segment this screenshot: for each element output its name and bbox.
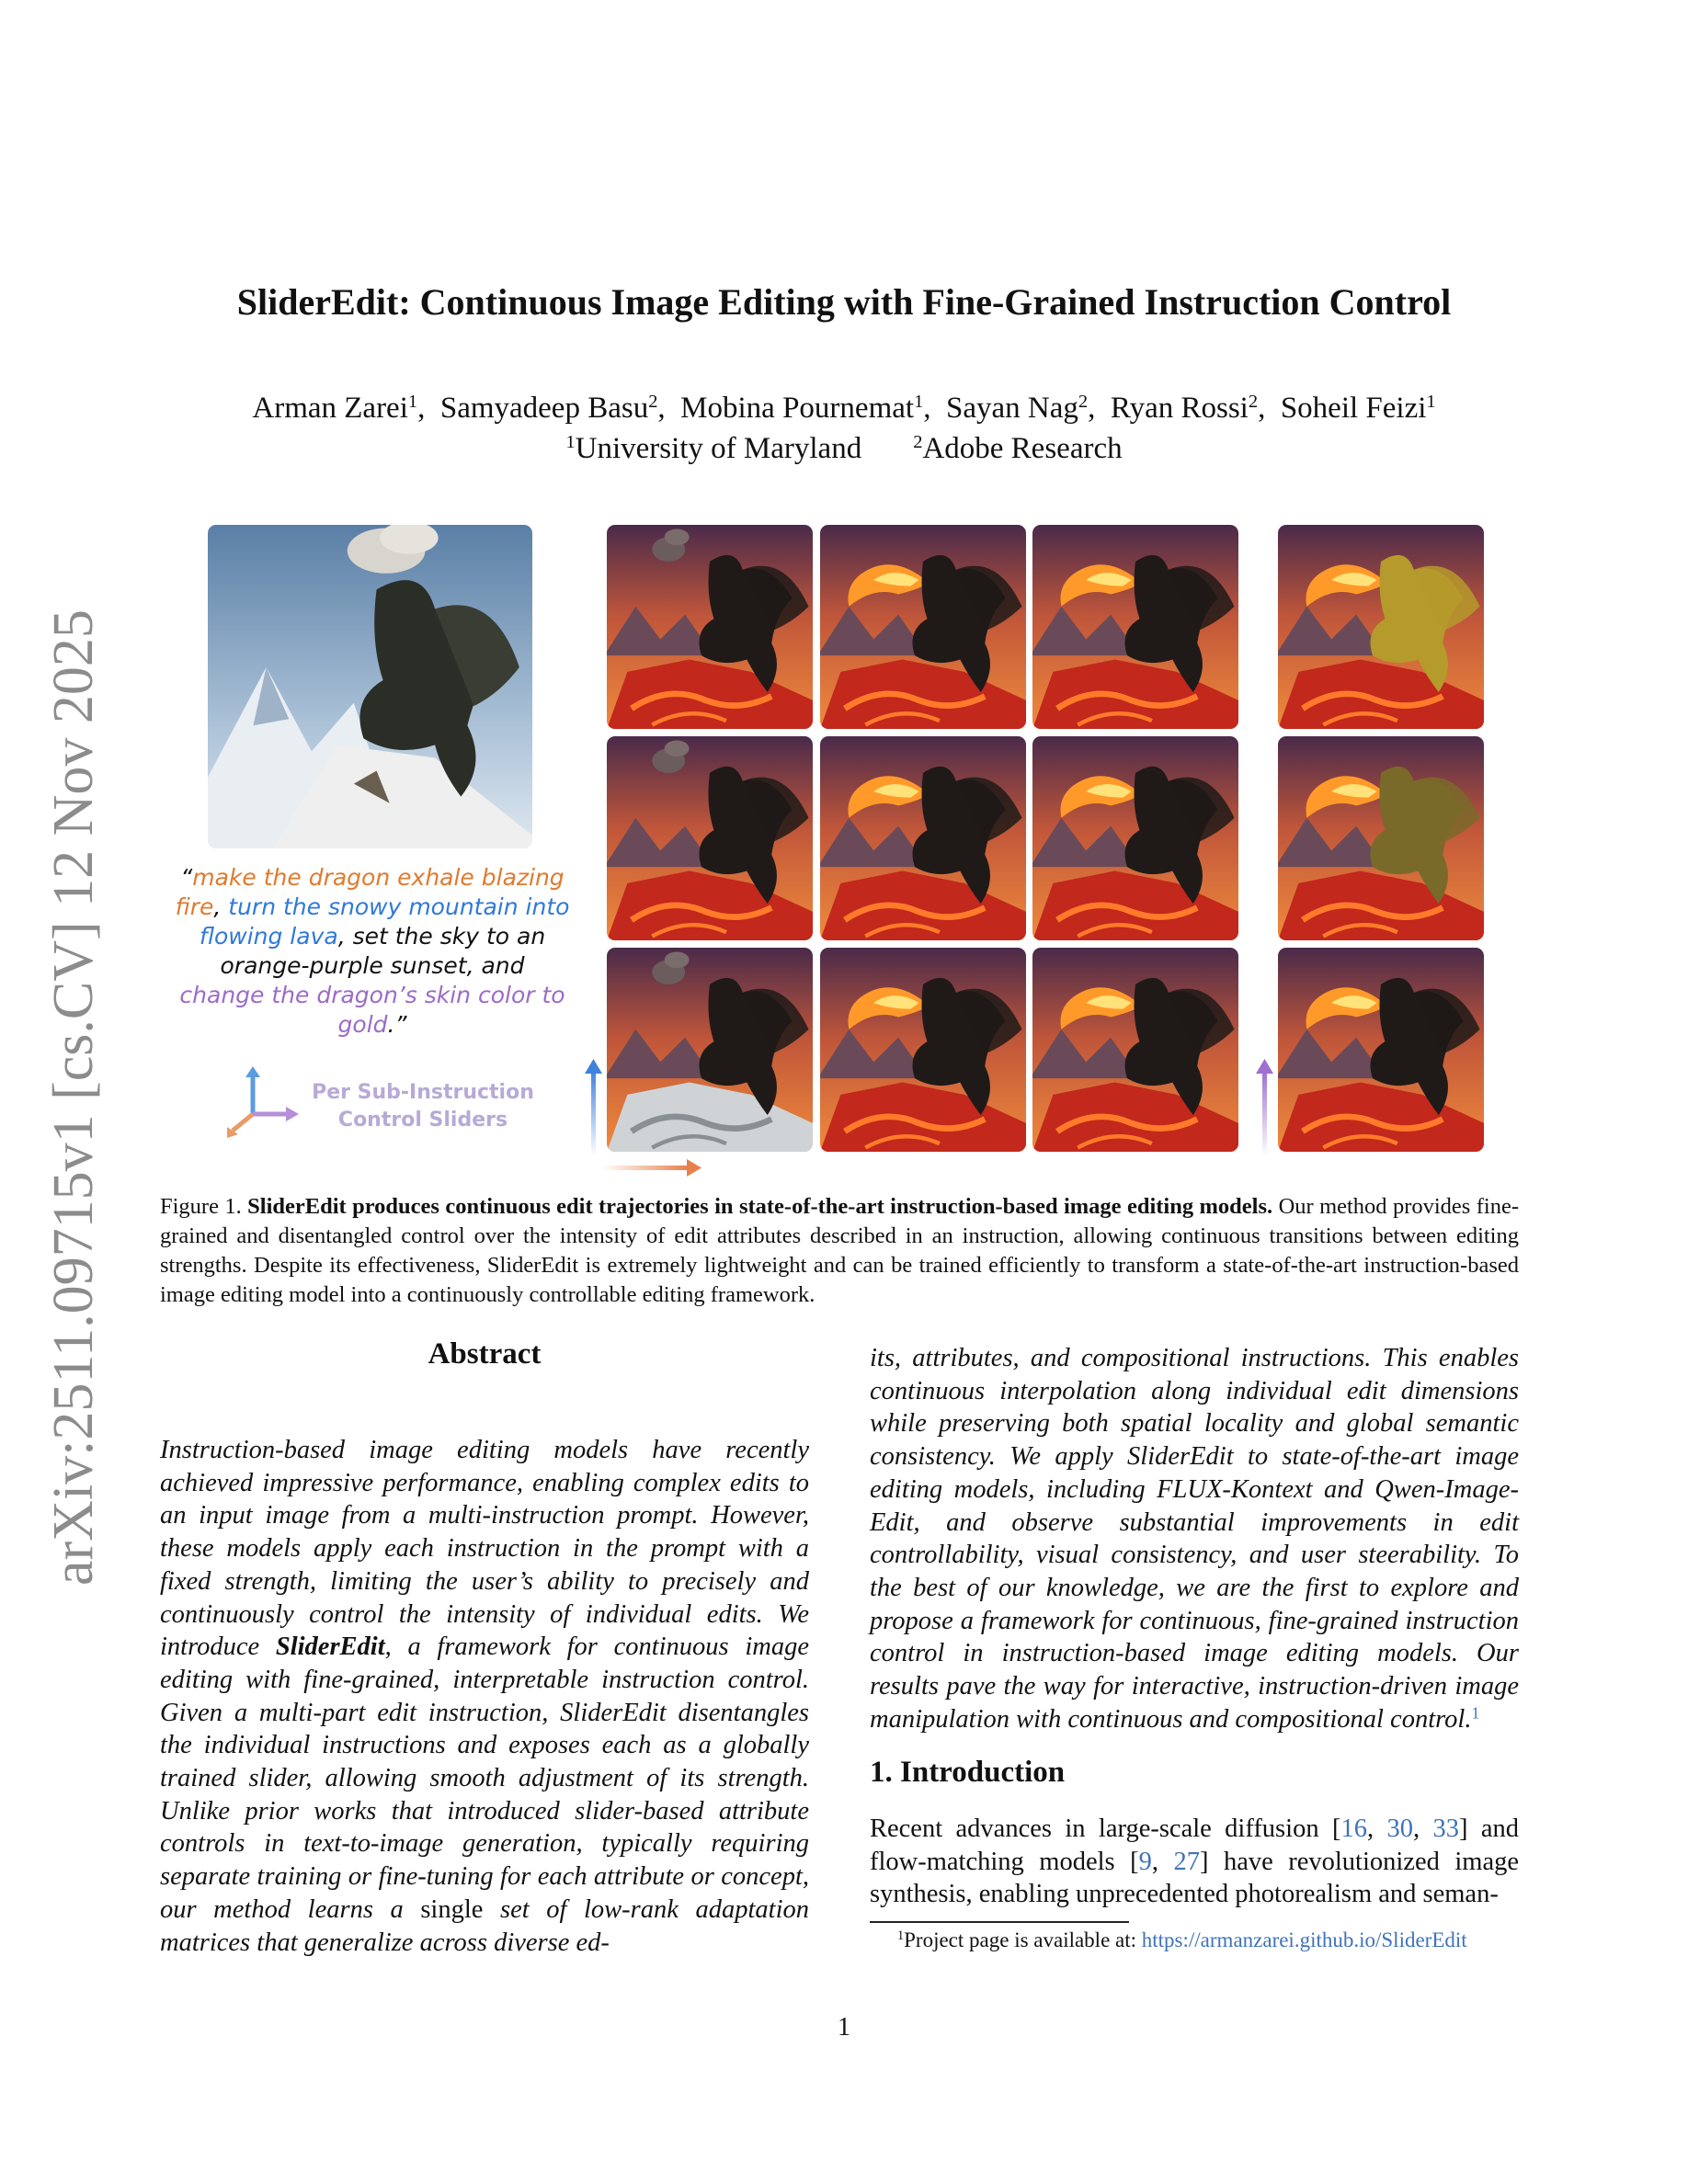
introduction-text: Recent advances in large-scale diffusion [16, 30, 33] and flow-matching models [9, 27] have revolutionized image synthesis, enabling unprecedented photorealism and seman- <box>870 1814 1520 1909</box>
edited-dragon-image <box>1278 525 1484 729</box>
figure-caption: Figure 1. SliderEdit produces continuous edit trajectories in state-of-the-art instruction-based image editing models. Our method provides fine-grained and disentangled control over the intensity of edit attributes described in an instruction, allowing continuous transitions between editing strengths. Despite its effectiveness, SliderEdit is extremely lightweight and can be trained efficiently to transform a state-of-the-art instruction-based image editing model into a continuously controllable editing framework. <box>160 1194 1519 1307</box>
edited-dragon-image <box>1278 736 1484 940</box>
author: Arman Zarei$^1$ <box>252 391 418 425</box>
project-page-link[interactable]: https://armanzarei.github.io/SliderEdit <box>1141 1928 1467 1951</box>
horizontal-slider-arrow-orange <box>602 1156 703 1178</box>
edited-dragon-image <box>607 525 813 729</box>
citation-link[interactable]: 16 <box>1340 1814 1367 1843</box>
page-number: 1 <box>838 2013 850 2042</box>
abstract-heading: Abstract <box>428 1337 542 1371</box>
slider-label: Per Sub-Instruction Control Sliders <box>312 1081 534 1132</box>
author: Sayan Nag$^2$ <box>946 391 1089 425</box>
edited-dragon-image <box>820 736 1026 940</box>
affiliations <box>0 432 1688 466</box>
arxiv-stamp <box>18 602 120 1586</box>
citation-link[interactable]: 30 <box>1386 1814 1413 1843</box>
affiliation: $^2$Adobe Research <box>913 431 1123 465</box>
footnote-ref[interactable]: 1 <box>1471 1703 1480 1723</box>
abstract-text-left: Instruction-based image editing models have recently achieved impressive performance, enabling complex edits to an input image from a multi-instruction prompt. However, these models apply each instruction in the prompt with a fixed strength, limiting the user’s ability to precisely and continuously control the intensity of individual edits. We introduce SliderEdit, a framework for continuous image editing with fine-grained, interpretable instruction control. Given a multi-part edit instruction, SliderEdit disentangles the individual instructions and exposes each as a globally trained slider, allowing smooth adjustment of its strength. Unlike prior works that introduced slider-based attribute controls in text-to-image generation, typically requiring separate training or fine-tuning for each attribute or concept, our method learns a single set of low-rank adaptation matrices that generalize across diverse ed- <box>160 1436 809 1957</box>
author: Ryan Rossi$^2$ <box>1110 391 1259 425</box>
author: Samyadeep Basu$^2$ <box>439 391 658 425</box>
author-list: Arman Zarei$^1$, Samyadeep Basu$^2$, Mobina Pournemat$^1$, Sayan Nag$^2$, Ryan Rossi$^2$, Soheil Feizi$^1$ <box>252 391 1436 425</box>
author: Mobina Pournemat$^1$ <box>680 391 924 425</box>
edited-dragon-image <box>820 525 1026 729</box>
input-dragon-image <box>208 525 532 848</box>
edited-dragon-image <box>607 948 813 1152</box>
abstract-text-right: its, attributes, and compositional instructions. This enables continuous interpolation along individual edit dimensions while preserving both spatial locality and global semantic consistency. We apply SliderEdit to state-of-the-art image editing models, including FLUX-Kontext and Qwen-Image-Edit, and observe substantial improvements in edit controllability, visual consistency, and user steerability. To the best of our knowledge, we are the first to explore and propose a framework for continuous, fine-grained instruction control in instruction-based image editing models. Our results pave the way for interactive, instruction-driven image manipulation with continuous and compositional control.$^1$ <box>870 1344 1519 1734</box>
edited-dragon-image <box>820 948 1026 1152</box>
citation-link[interactable]: 33 <box>1432 1814 1459 1843</box>
paper-title: SliderEdit: Continuous Image Editing with Fine-Grained Instruction Control <box>236 281 1452 323</box>
prompt-gold: change the dragon’s skin color to gold <box>179 982 565 1038</box>
section-heading-introduction: 1. Introduction <box>870 1756 1066 1789</box>
affiliation: $^1$University of Maryland <box>565 431 862 465</box>
footnote-divider <box>870 1921 1129 1923</box>
edited-dragon-image <box>1032 736 1238 940</box>
citation-link[interactable]: 27 <box>1173 1847 1200 1876</box>
edit-prompt: “make the dragon exhale blazing fire, turn the snowy mountain into flowing lava, set the sky to an orange-purple sunset, and change the dragon’s skin color to gold.” <box>175 864 570 1038</box>
arxiv-stamp-text: arXiv:2511.09715v1 [cs.CV] 12 Nov 2025 <box>42 609 105 1586</box>
vertical-slider-arrow-blue <box>579 1057 607 1158</box>
edited-dragon-image <box>1032 948 1238 1152</box>
prompt-lava: turn the snowy mountain into flowing lava <box>199 893 570 950</box>
vertical-slider-arrow-purple <box>1250 1057 1278 1158</box>
prompt-fire: make the dragon exhale blazing fire <box>175 864 565 920</box>
footnote: $^1$Project page is available at: https://armanzarei.github.io/SliderEdit <box>897 1928 1467 1951</box>
edited-dragon-image <box>1278 948 1484 1152</box>
edited-dragon-image <box>1032 525 1238 729</box>
citation-link[interactable]: 9 <box>1138 1847 1152 1876</box>
slider-axes-icon <box>223 1066 306 1140</box>
edited-dragon-image <box>607 736 813 940</box>
author: Soheil Feizi$^1$ <box>1280 391 1436 425</box>
